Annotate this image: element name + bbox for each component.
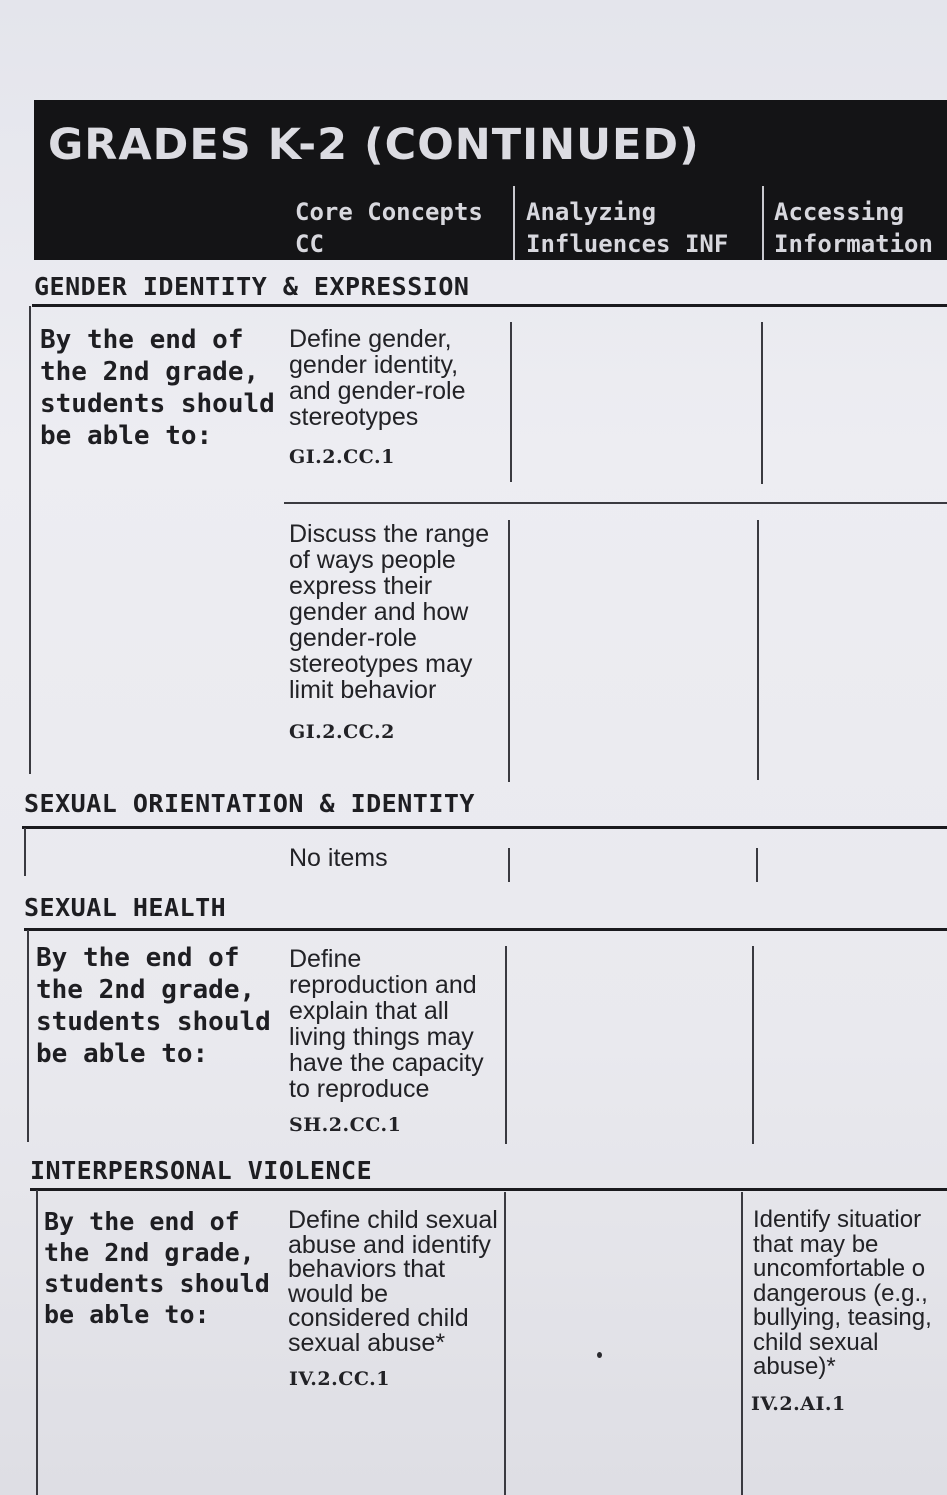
column-divider — [761, 322, 763, 484]
learning-item: Discuss the range of ways people express their gender and how gender-role stereotypes may limit behavior — [289, 520, 490, 704]
row-left-border — [36, 1190, 38, 1495]
learning-item-accessing-information: Identify situatior that may be uncomfortable o dangerous (e.g., bullying, teasing, child sexual abuse)* — [753, 1208, 932, 1380]
row-divider — [284, 502, 947, 504]
learning-item: Define child sexual abuse and identify behaviors that would be considered child sexual abuse* — [288, 1206, 498, 1357]
standard-code: GI.2.CC.2 — [289, 721, 395, 743]
section-rule — [30, 1188, 947, 1191]
column-header-core-concepts: Core Concepts CC — [295, 198, 483, 258]
row-left-border — [27, 930, 29, 1142]
column-divider — [510, 322, 512, 482]
no-items-text: No items — [289, 844, 388, 872]
section-rule — [22, 826, 947, 829]
learning-outcome-intro: By the end of the 2nd grade, students should be able to: — [36, 943, 271, 1069]
learning-outcome-intro: By the end of the 2nd grade, students should be able to: — [44, 1207, 270, 1329]
learning-item: Define gender, gender identity, and gender-role stereotypes — [289, 325, 466, 431]
standard-code: SH.2.CC.1 — [289, 1114, 402, 1136]
column-header-accessing-information: Accessing Information — [774, 198, 933, 258]
section-title-gender-identity: GENDER IDENTITY & EXPRESSION — [34, 272, 470, 301]
row-left-border — [24, 828, 26, 876]
section-rule — [32, 304, 947, 307]
section-rule — [24, 928, 947, 931]
column-header-analyzing-influences: Analyzing Influences INF — [526, 198, 729, 258]
stray-mark — [597, 1352, 602, 1358]
column-divider — [505, 946, 507, 1144]
learning-outcome-intro: By the end of the 2nd grade, students should be able to: — [40, 325, 275, 451]
section-title-sexual-health: SEXUAL HEALTH — [24, 893, 227, 922]
column-divider — [513, 186, 515, 260]
standard-code: IV.2.CC.1 — [289, 1368, 391, 1390]
column-divider — [508, 520, 510, 782]
section-title-interpersonal-violence: INTERPERSONAL VIOLENCE — [30, 1156, 373, 1185]
section-title-sexual-orientation: SEXUAL ORIENTATION & IDENTITY — [24, 789, 475, 818]
row-left-border — [29, 306, 31, 774]
column-divider — [762, 186, 764, 260]
grade-header — [34, 100, 947, 260]
column-divider — [757, 520, 759, 780]
standard-code: GI.2.CC.1 — [289, 446, 395, 468]
column-divider — [756, 848, 758, 882]
column-divider — [752, 946, 754, 1144]
column-divider — [504, 1192, 506, 1495]
column-divider — [508, 848, 510, 882]
standard-code: IV.2.AI.1 — [751, 1393, 846, 1415]
page-title: GRADES K-2 (CONTINUED) — [48, 120, 700, 170]
learning-item: Define reproduction and explain that all living things may have the capacity to reproduce — [289, 945, 484, 1103]
column-divider — [741, 1192, 743, 1495]
